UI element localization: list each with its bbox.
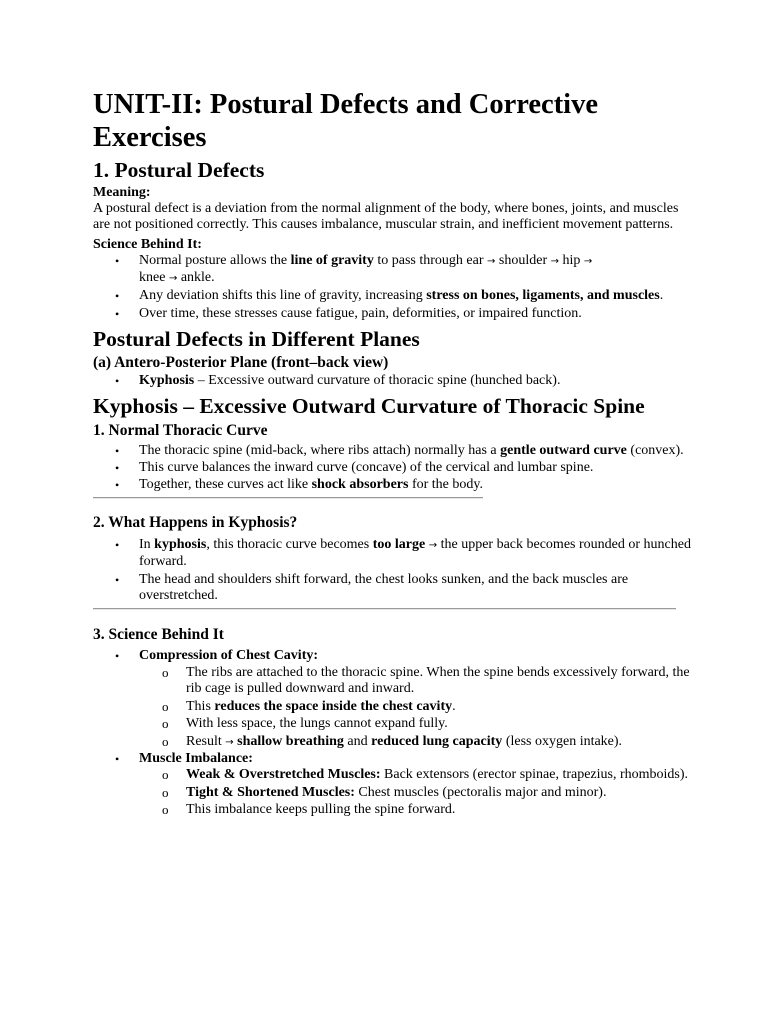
normal-curve-list [93,443,693,494]
list-item: • Together, these curves act like shock absorbers for the body. [93,477,693,493]
list-item: • Kyphosis – Excessive outward curvature of thoracic spine (hunched back). [93,373,693,389]
divider [93,497,483,499]
list-item: • Any deviation shifts this line of gravity, increasing stress on bones, ligaments, and muscles. [93,288,693,304]
meaning-label: Meaning: [93,185,151,200]
divider [93,608,676,610]
document-page [93,88,693,819]
list-item: • Over time, these stresses cause fatigue, pain, deformities, or impaired function. [93,306,693,322]
compression-label: Compression of Chest Cavity: [139,648,319,664]
list-item: o The ribs are attached to the thoracic spine. When the spine bends excessively forward, the rib cage is pulled downward and inward. [139,665,693,698]
science-detail-list [93,648,693,818]
page-title: UNIT-II: Postural Defects and Corrective Exercises [93,89,598,153]
meaning-paragraph: A postural defect is a deviation from the normal alignment of the body, where bones, joints, and muscles are not positioned correctly. This causes imbalance, muscular strain, and inefficient movement patterns. [93,201,679,233]
list-item: o With less space, the lungs cannot expand fully. [139,716,693,732]
planes-list [93,373,693,389]
list-item: o Weak & Overstretched Muscles: Back extensors (erector spinae, trapezius, rhomboids). [139,767,693,783]
muscle-imbalance-label: Muscle Imbalance: [139,750,253,766]
science-list [93,253,693,323]
subheading-what-happens: 2. What Happens in Kyphosis? [93,513,298,531]
list-item: • This curve balances the inward curve (concave) of the cervical and lumbar spine. [93,460,693,476]
subheading-science: 3. Science Behind It [93,626,224,644]
list-item [93,751,693,819]
list-item [93,648,693,750]
list-item: o Tight & Shortened Muscles: Chest muscles (pectoralis major and minor). [139,785,693,801]
list-item: o Result → shallow breathing and reduced lung capacity (less oxygen intake). [139,734,693,751]
list-item: • The head and shoulders shift forward, the chest looks sunken, and the back muscles are overstretched. [93,572,693,605]
list-item: o This imbalance keeps pulling the spine forward. [139,802,693,818]
section-heading-kyphosis: Kyphosis – Excessive Outward Curvature of Thoracic Spine [93,393,645,418]
list-item: o This reduces the space inside the chest cavity. [139,699,693,715]
list-item: • The thoracic spine (mid-back, where ribs attach) normally has a gentle outward curve (convex). [93,443,693,459]
science-label: Science Behind It: [93,236,202,252]
compression-sublist [139,665,693,751]
muscle-sublist [139,767,693,818]
kyphosis-list [93,537,693,605]
section-heading-planes: Postural Defects in Different Planes [93,327,420,352]
section-heading-postural-defects: 1. Postural Defects [93,158,265,182]
subheading-antero-posterior: (a) Antero-Posterior Plane (front–back view) [93,354,389,372]
list-item: • Normal posture allows the line of gravity to pass through ear → shoulder → hip → knee → ankle. [93,253,693,288]
list-item: • In kyphosis, this thoracic curve becomes too large → the upper back becomes rounded or hunched forward. [93,537,693,571]
subheading-normal-curve: 1. Normal Thoracic Curve [93,421,268,439]
